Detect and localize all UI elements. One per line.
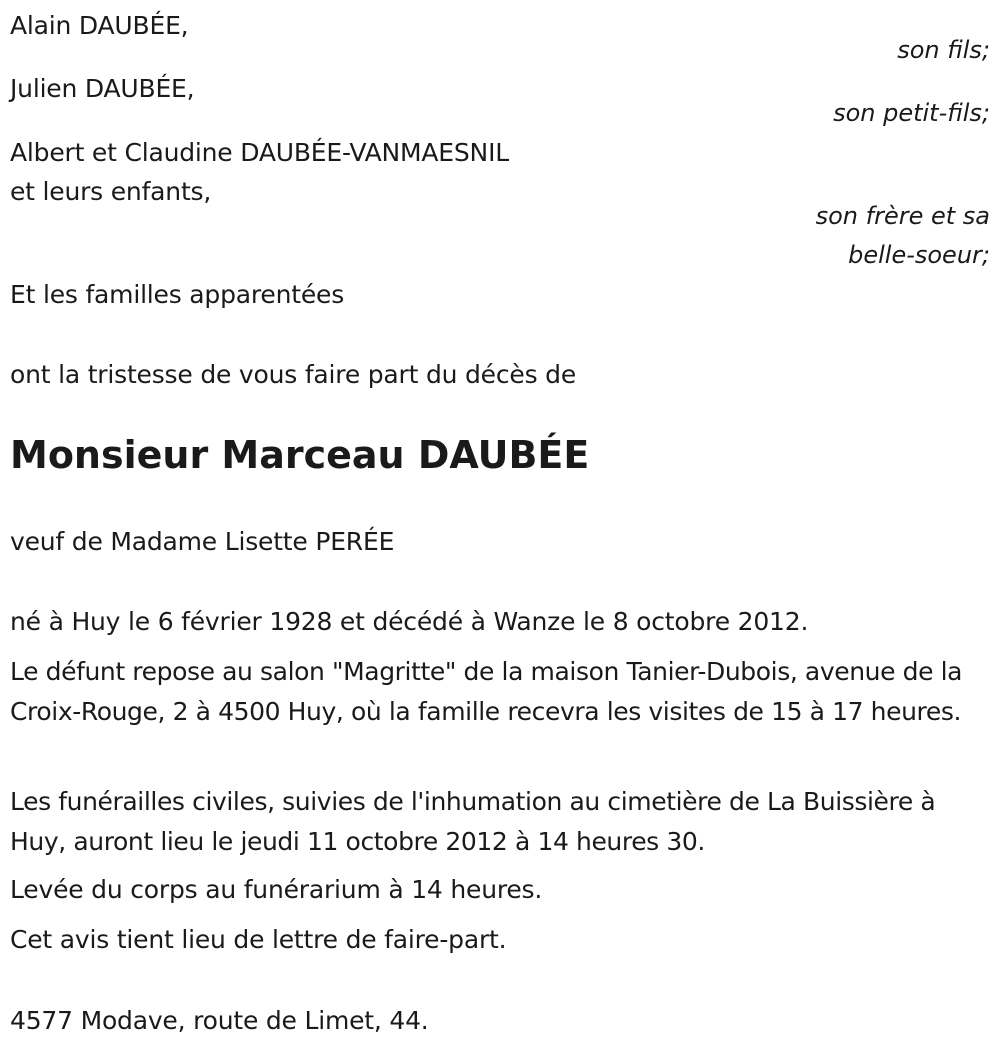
family-name-alain: Alain DAUBÉE, <box>10 11 189 40</box>
deceased-name: Monsieur Marceau DAUBÉE <box>10 433 590 477</box>
intro-text: ont la tristesse de vous faire part du décès de <box>10 360 577 389</box>
family-name-children: et leurs enfants, <box>10 177 212 206</box>
widower-of: veuf de Madame Lisette PERÉE <box>10 527 395 556</box>
families-line: Et les familles apparentées <box>10 280 345 309</box>
address: 4577 Modave, route de Limet, 44. <box>10 1006 429 1035</box>
family-name-julien: Julien DAUBÉE, <box>10 74 195 103</box>
relation-brother: son frère et sa <box>815 202 990 230</box>
funeral-paragraph: Les funérailles civiles, suivies de l'inhumation au cimetière de La Buissière à Huy, auront lieu le jeudi 11 octobre 2012 à 14 heures 30. <box>10 787 936 856</box>
relation-son: son fils; <box>897 36 990 64</box>
birth-death: né à Huy le 6 février 1928 et décédé à Wanze le 8 octobre 2012. <box>10 607 809 636</box>
rest-place-paragraph: Le défunt repose au salon "Magritte" de la maison Tanier-Dubois, avenue de la Croix-Rouge, 2 à 4500 Huy, où la famille recevra les visites de 15 à 17 heures. <box>10 657 963 726</box>
notice: Cet avis tient lieu de lettre de faire-part. <box>10 925 507 954</box>
body-lift: Levée du corps au funérarium à 14 heures. <box>10 875 543 904</box>
relation-sister-in-law: belle-soeur; <box>848 241 990 269</box>
family-name-albert-claudine: Albert et Claudine DAUBÉE-VANMAESNIL <box>10 138 509 167</box>
relation-grandson: son petit-fils; <box>833 99 990 127</box>
